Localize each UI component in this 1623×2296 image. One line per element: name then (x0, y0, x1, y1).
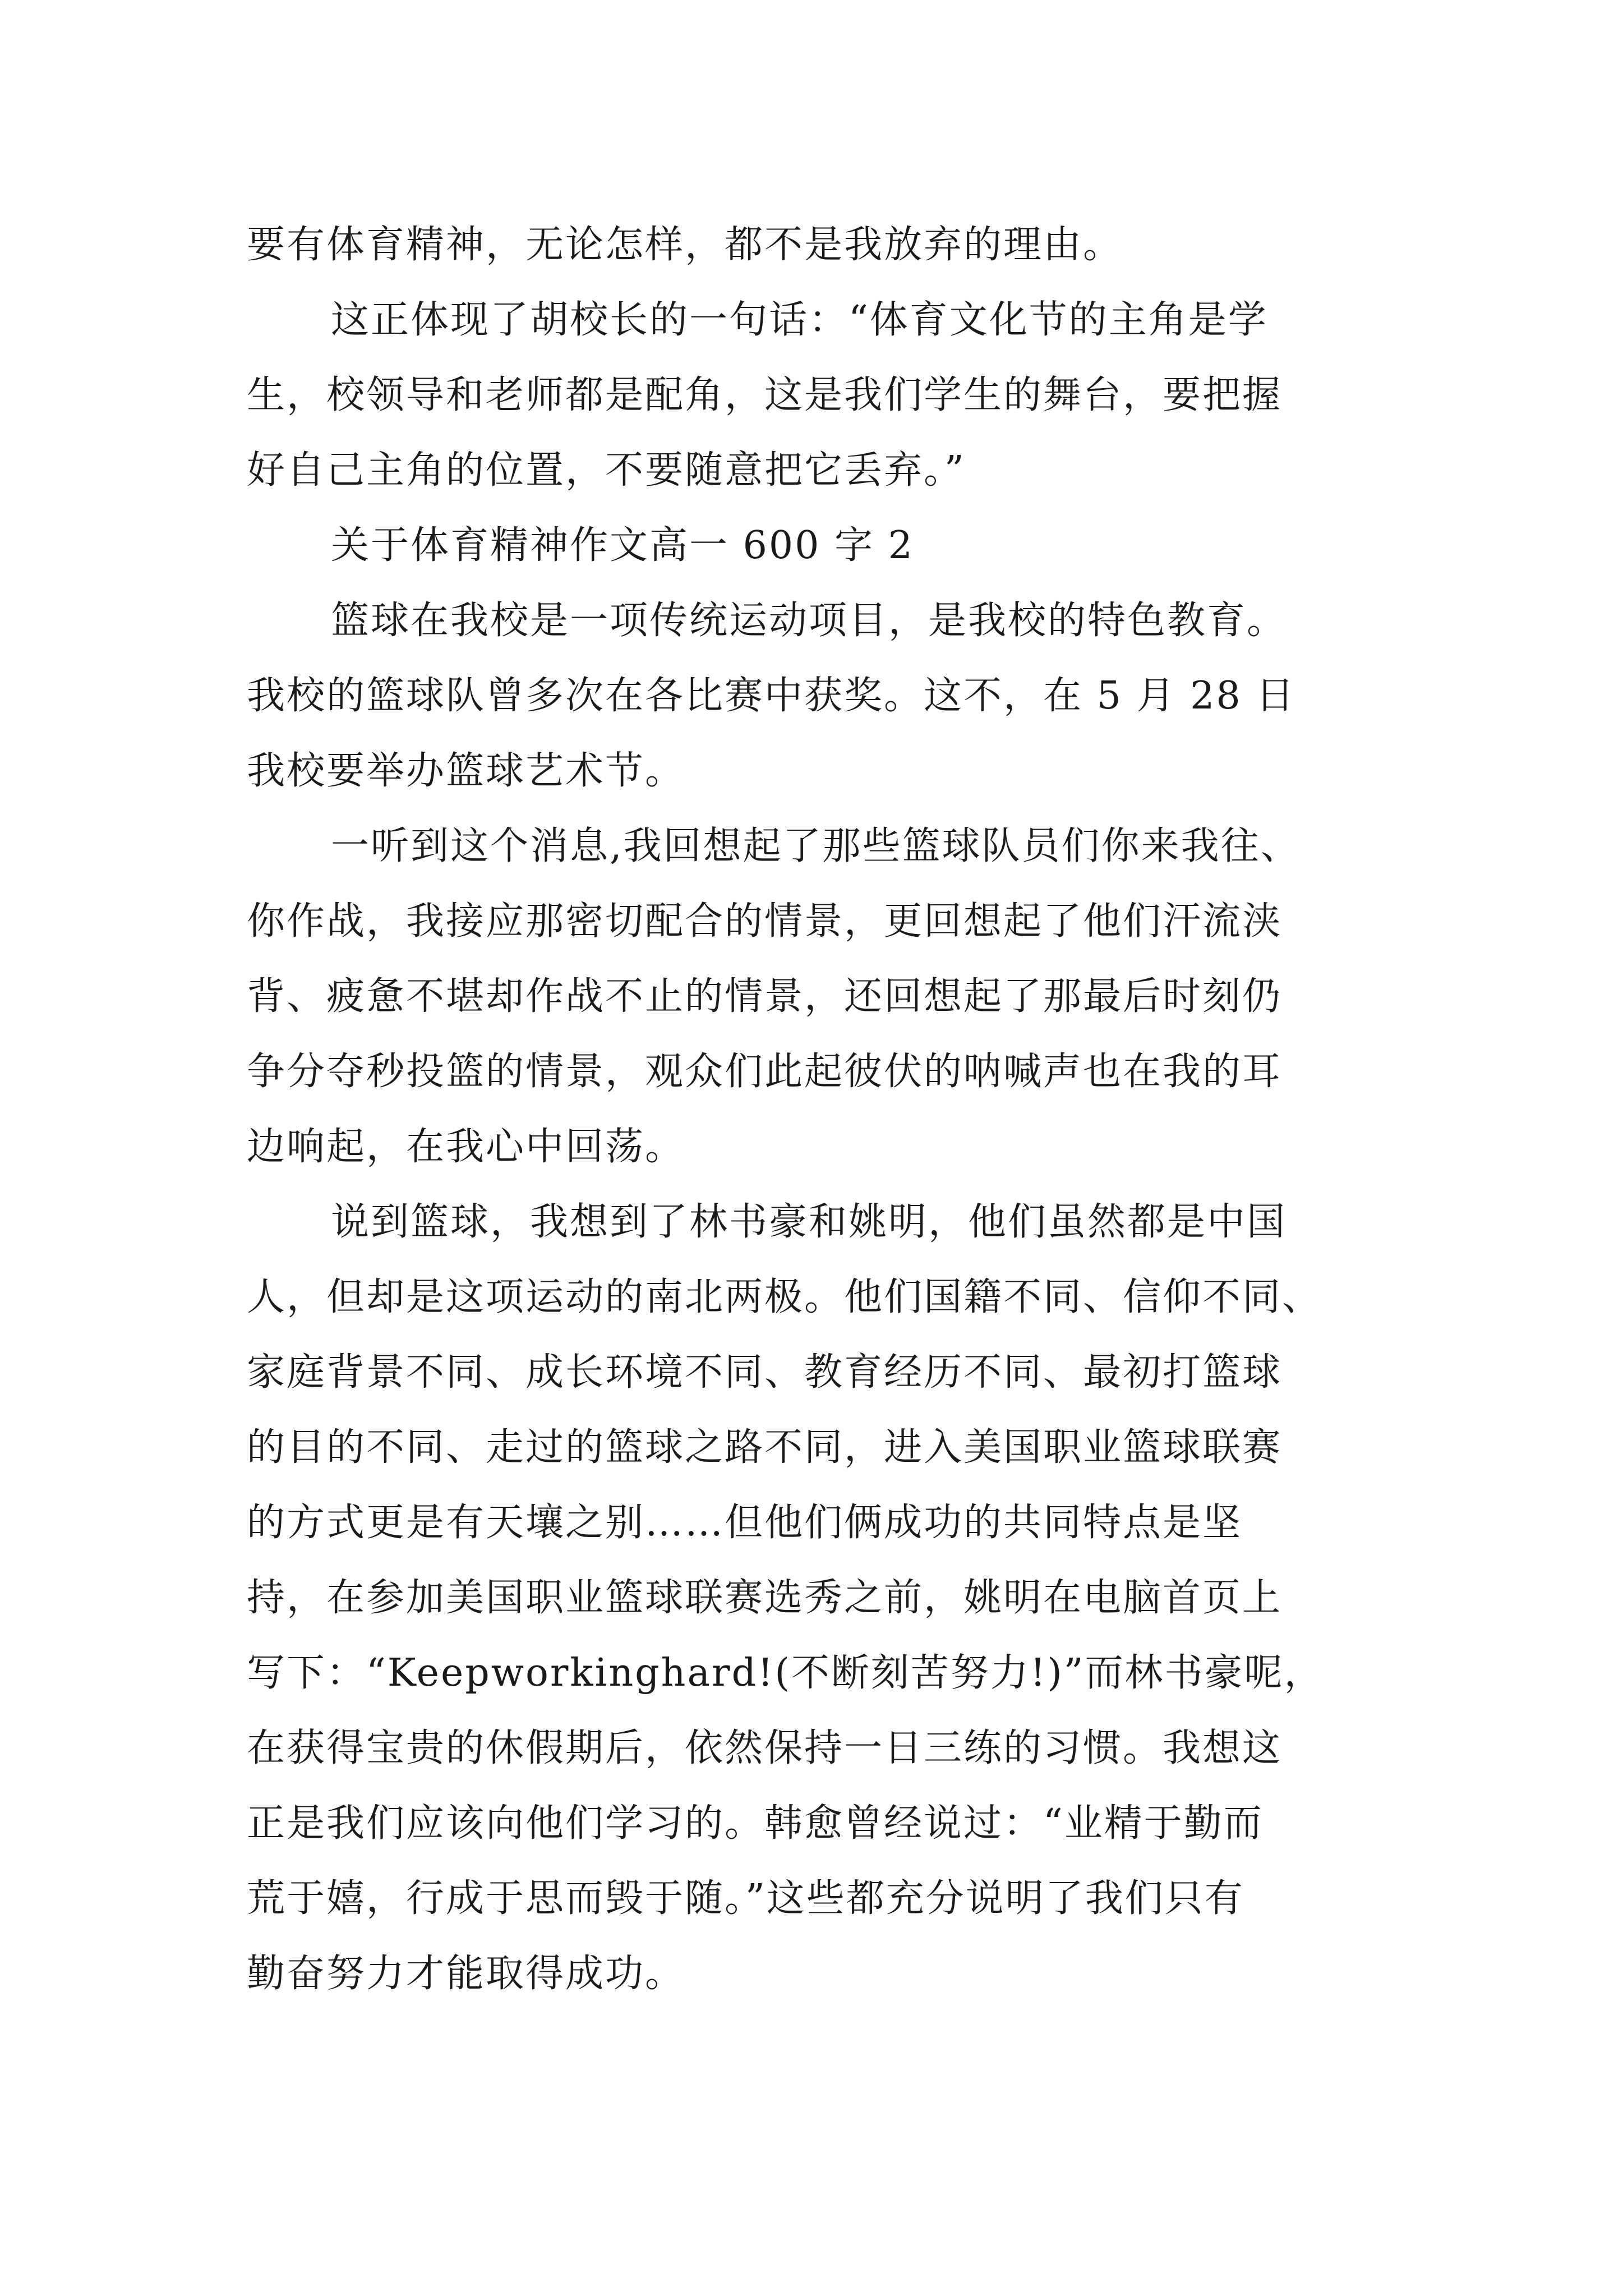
text-line: 勤奋努力才能取得成功。 (247, 1952, 685, 1996)
text-line: 争分夺秒投篮的情景，观众们此起彼伏的呐喊声也在我的耳 (247, 1050, 1283, 1094)
text-line: 我校的篮球队曾多次在各比赛中获奖。这不，在 5 月 28 日 (247, 674, 1296, 718)
text-line: 人，但却是这项运动的南北两极。他们国籍不同、信仰不同、 (247, 1275, 1322, 1319)
text-line: 生，校领导和老师都是配角，这是我们学生的舞台，要把握 (247, 373, 1283, 417)
document-body (247, 208, 1380, 2012)
text-line: 正是我们应该向他们学习的。韩愈曾经说过：“业精于勤而 (247, 1801, 1264, 1846)
text-line: 背、疲惫不堪却作战不止的情景，还回想起了那最后时刻仍 (247, 974, 1283, 1019)
text-line: 一听到这个消息,我回想起了那些篮球队员们你来我往、 (331, 824, 1301, 868)
text-line: 持，在参加美国职业篮球联赛选秀之前，姚明在电脑首页上 (247, 1576, 1283, 1620)
text-line: 说到篮球，我想到了林书豪和姚明，他们虽然都是中国 (331, 1200, 1287, 1244)
section-heading: 关于体育精神作文高一 600 字 2 (331, 523, 914, 568)
text-line: 的方式更是有天壤之别……但他们俩成功的共同特点是坚 (247, 1501, 1243, 1545)
text-line: 这正体现了胡校长的一句话：“体育文化节的主角是学 (331, 298, 1268, 342)
text-line: 你作战，我接应那密切配合的情景，更回想起了他们汗流浃 (247, 899, 1283, 944)
text-line: 家庭背景不同、成长环境不同、教育经历不同、最初打篮球 (247, 1350, 1283, 1395)
text-line: 边响起，在我心中回荡。 (247, 1125, 685, 1169)
text-line: 的目的不同、走过的篮球之路不同，进入美国职业篮球联赛 (247, 1425, 1283, 1470)
text-line: 好自己主角的位置，不要随意把它丢弃。” (247, 448, 966, 493)
text-line: 荒于嬉，行成于思而毁于随。”这些都充分说明了我们只有 (247, 1876, 1244, 1921)
text-line: 篮球在我校是一项传统运动项目，是我校的特色教育。 (331, 599, 1287, 643)
text-line: 要有体育精神，无论怎样，都不是我放弃的理由。 (247, 223, 1123, 267)
text-line: 在获得宝贵的休假期后，依然保持一日三练的习惯。我想这 (247, 1726, 1283, 1770)
text-line: 写下：“Keepworkinghard!(不断刻苦努力!)”而林书豪呢， (247, 1651, 1324, 1695)
text-line: 我校要举办篮球艺术节。 (247, 749, 685, 793)
